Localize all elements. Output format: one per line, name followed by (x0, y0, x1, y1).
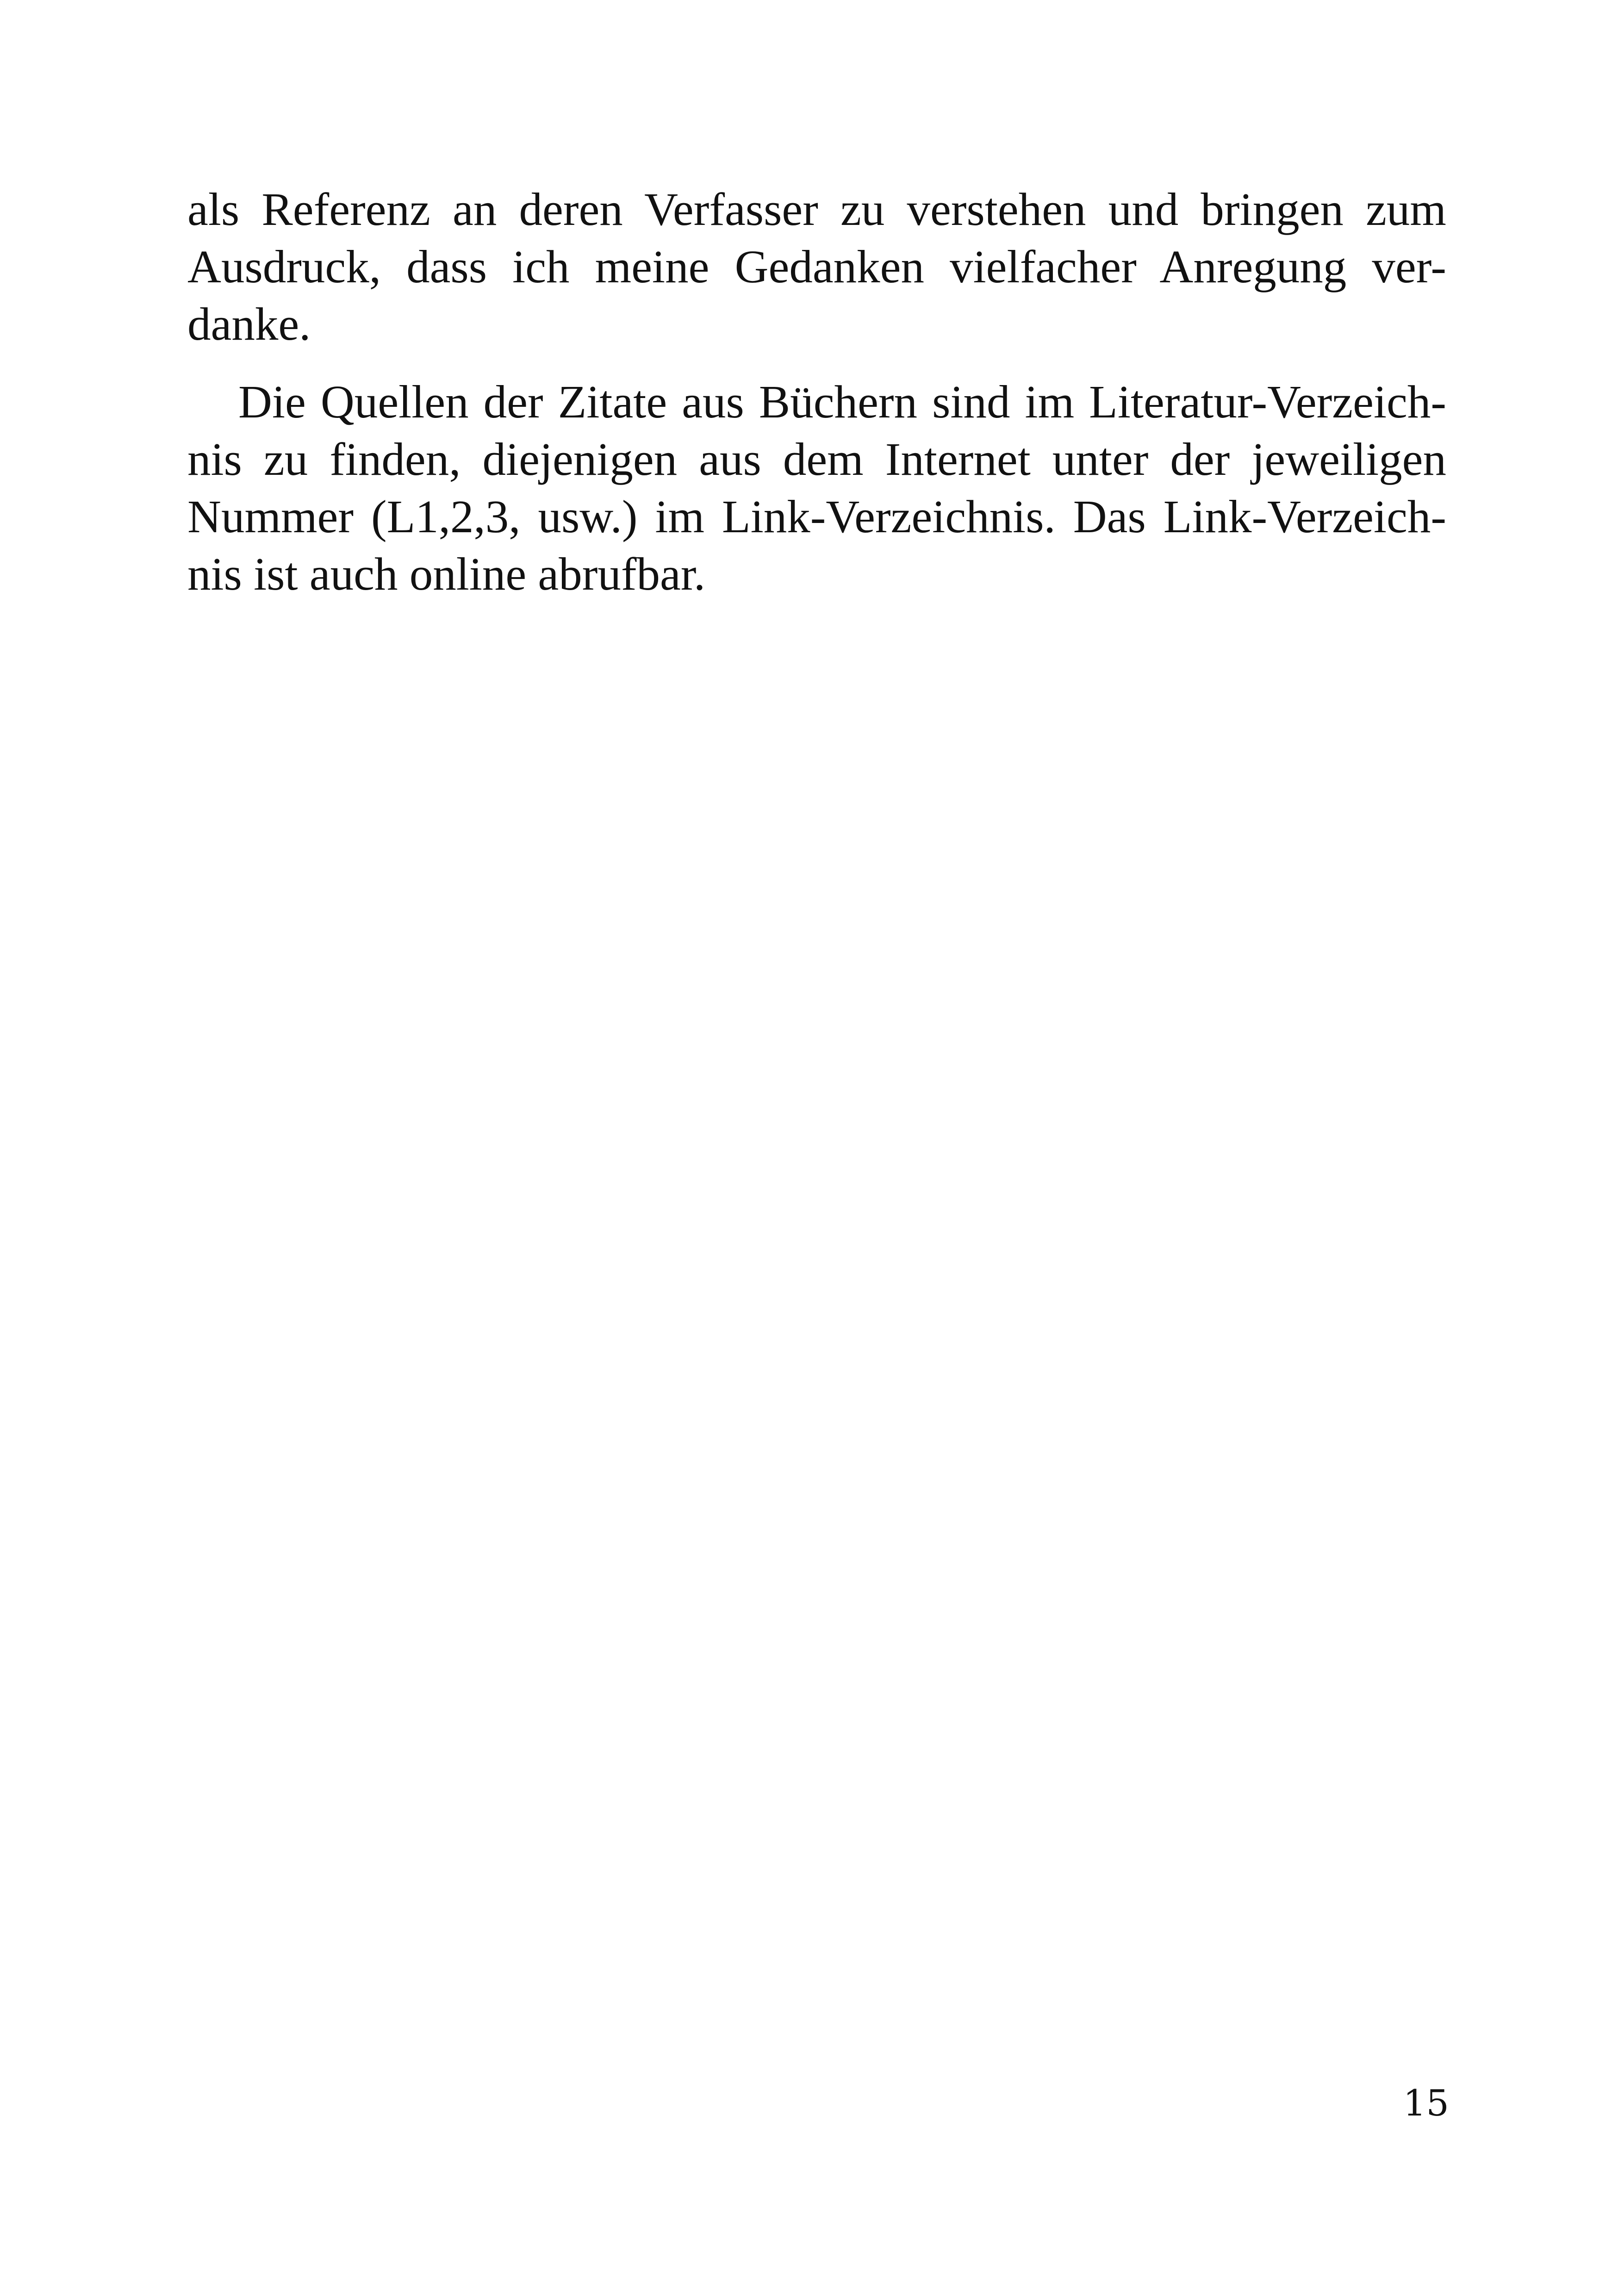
text-line: Die Quellen der Zitate aus Büchern sind im Literatur-Verzeich- (238, 376, 1446, 428)
paragraph (187, 180, 1446, 353)
text-line: als Referenz an deren Verfasser zu verstehen und bringen zum (187, 183, 1446, 235)
body-text (187, 180, 1446, 603)
text-line: Nummer (L1,2,3, usw.) im Link-Verzeichnis. Das Link-Verzeich- (187, 491, 1446, 542)
text-line: nis zu finden, diejenigen aus dem Internet unter der jeweiligen (187, 433, 1446, 485)
text-line: nis ist auch online abrufbar. (187, 548, 706, 600)
text-line: danke. (187, 298, 311, 350)
paragraph-spacer (187, 353, 1446, 373)
text-line: Ausdruck, dass ich meine Gedanken vielfacher Anregung ver- (187, 241, 1446, 292)
paragraph (187, 373, 1446, 603)
page-number: 15 (1403, 2083, 1449, 2124)
